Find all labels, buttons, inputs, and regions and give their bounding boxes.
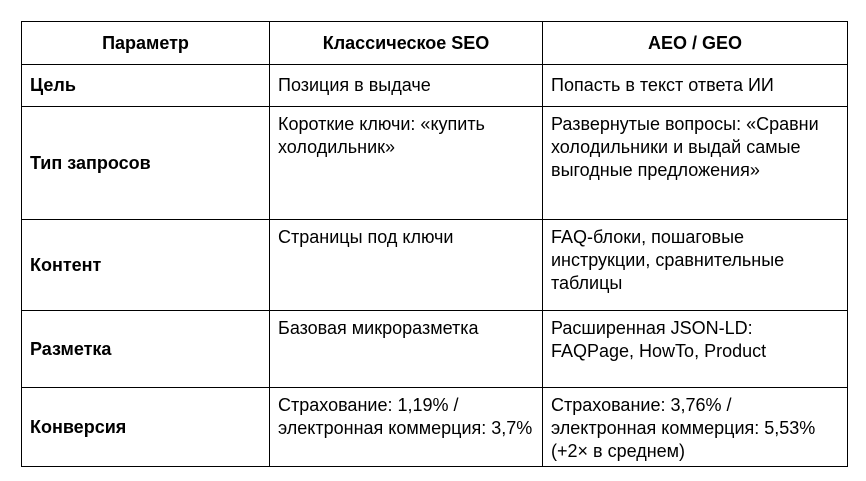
row-aeo-value: Попасть в текст ответа ИИ bbox=[543, 65, 848, 107]
row-seo-value: Страхование: 1,19% / электронная коммерция: 3,7% bbox=[270, 388, 543, 467]
row-seo-value: Страницы под ключи bbox=[270, 220, 543, 311]
row-aeo-value: Развернутые вопросы: «Сравни холодильники и выдай самые выгодные предложения» bbox=[543, 107, 848, 220]
header-aeo-geo: AEO / GEO bbox=[543, 22, 848, 65]
row-seo-value: Короткие ключи: «купить холодильник» bbox=[270, 107, 543, 220]
row-parameter: Разметка bbox=[22, 311, 270, 388]
table-row bbox=[22, 220, 848, 311]
header-row bbox=[22, 22, 848, 65]
row-parameter: Конверсия bbox=[22, 388, 270, 467]
row-seo-value: Позиция в выдаче bbox=[270, 65, 543, 107]
row-parameter: Тип запросов bbox=[22, 107, 270, 220]
table-row bbox=[22, 388, 848, 467]
row-seo-value: Базовая микроразметка bbox=[270, 311, 543, 388]
comparison-table bbox=[21, 21, 848, 467]
header-parameter: Параметр bbox=[22, 22, 270, 65]
header-classic-seo: Классическое SEO bbox=[270, 22, 543, 65]
row-parameter: Цель bbox=[22, 65, 270, 107]
table-row bbox=[22, 107, 848, 220]
row-aeo-value: Страхование: 3,76% / электронная коммерция: 5,53% (+2× в среднем) bbox=[543, 388, 848, 467]
table-row bbox=[22, 311, 848, 388]
table-row bbox=[22, 65, 848, 107]
row-aeo-value: Расширенная JSON-LD: FAQPage, HowTo, Product bbox=[543, 311, 848, 388]
row-parameter: Контент bbox=[22, 220, 270, 311]
row-aeo-value: FAQ-блоки, пошаговые инструкции, сравнительные таблицы bbox=[543, 220, 848, 311]
